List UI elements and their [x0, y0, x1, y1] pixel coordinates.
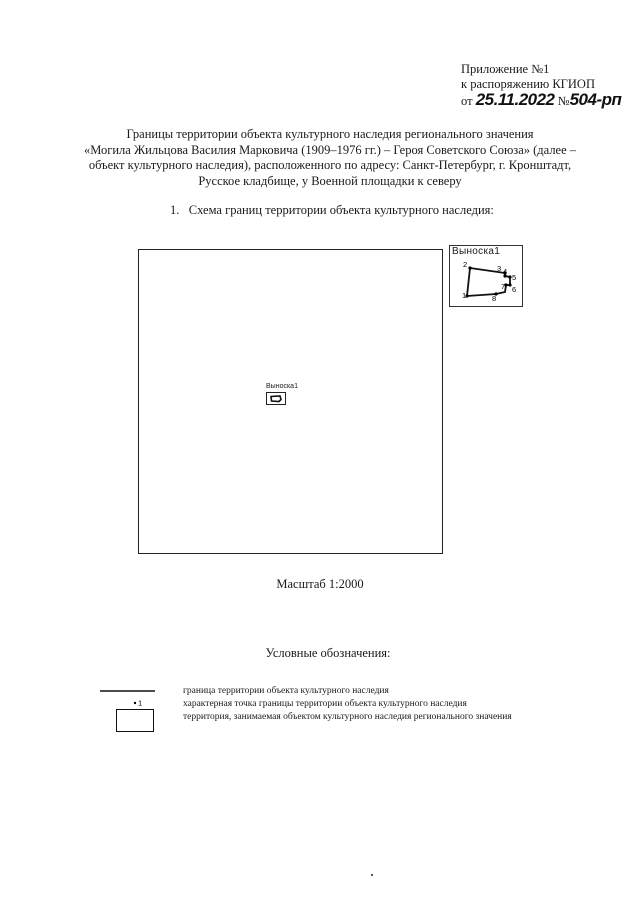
- callout-label: Выноска1: [266, 383, 298, 390]
- handwritten-number: 504-рп: [569, 90, 622, 109]
- legend-symbols: [100, 686, 160, 736]
- legend-item-territory: территория, занимаемая объектом культурного наследия регионального значения: [183, 712, 512, 722]
- footer-mark: [371, 874, 373, 876]
- handwritten-date: 25.11.2022: [475, 90, 555, 109]
- callout-boundary: [271, 396, 281, 402]
- appendix-line-1: Приложение №1: [461, 62, 550, 76]
- legend-item-point: характерная точка границы территории объекта культурного наследия: [183, 699, 467, 709]
- point-label-1: 1: [462, 291, 467, 300]
- boundary-point: [468, 266, 471, 269]
- legend-point-label: 1: [138, 698, 143, 708]
- point-label-8: 8: [492, 294, 497, 303]
- number-prefix: №: [557, 94, 570, 108]
- inset-title: Выноска1: [452, 246, 501, 257]
- callout-frame: [267, 393, 286, 405]
- title-line-4: Русское кладбище, у Военной площадки к северу: [198, 173, 462, 188]
- scale-label: Масштаб 1:2000: [276, 577, 364, 591]
- legend-point-symbol: [134, 702, 136, 704]
- appendix-date-row: [461, 92, 621, 109]
- point-label-2: 2: [463, 260, 468, 269]
- appendix-line-2: к распоряжению КГИОП: [461, 77, 595, 91]
- point-label-6: 6: [512, 285, 517, 294]
- legend-item-boundary: граница территории объекта культурного наследия: [183, 686, 389, 696]
- legend-territory-symbol: [117, 710, 154, 732]
- scheme-heading: 1. Схема границ территории объекта культурного наследия:: [170, 203, 494, 217]
- inset-boundary-plan: [449, 245, 523, 307]
- callout-marker: [266, 392, 292, 408]
- title-line-2: «Могила Жильцова Василия Марковича (1909–1976 гг.) – Героя Советского Союза» (далее –: [83, 142, 577, 157]
- point-label-4: 4: [503, 267, 508, 276]
- legend-heading: Условные обозначения:: [265, 646, 391, 660]
- document-title: [40, 127, 620, 189]
- point-label-5: 5: [512, 273, 517, 282]
- point-label-7: 7: [501, 282, 506, 291]
- title-line-1: Границы территории объекта культурного наследия регионального значения: [126, 127, 534, 141]
- title-line-3: объект культурного наследия), расположенного по адресу: Санкт-Петербург, г. Кронштадт,: [88, 158, 572, 172]
- point-label-3: 3: [497, 264, 502, 273]
- appendix-block: [461, 62, 621, 109]
- date-prefix: от: [461, 94, 473, 108]
